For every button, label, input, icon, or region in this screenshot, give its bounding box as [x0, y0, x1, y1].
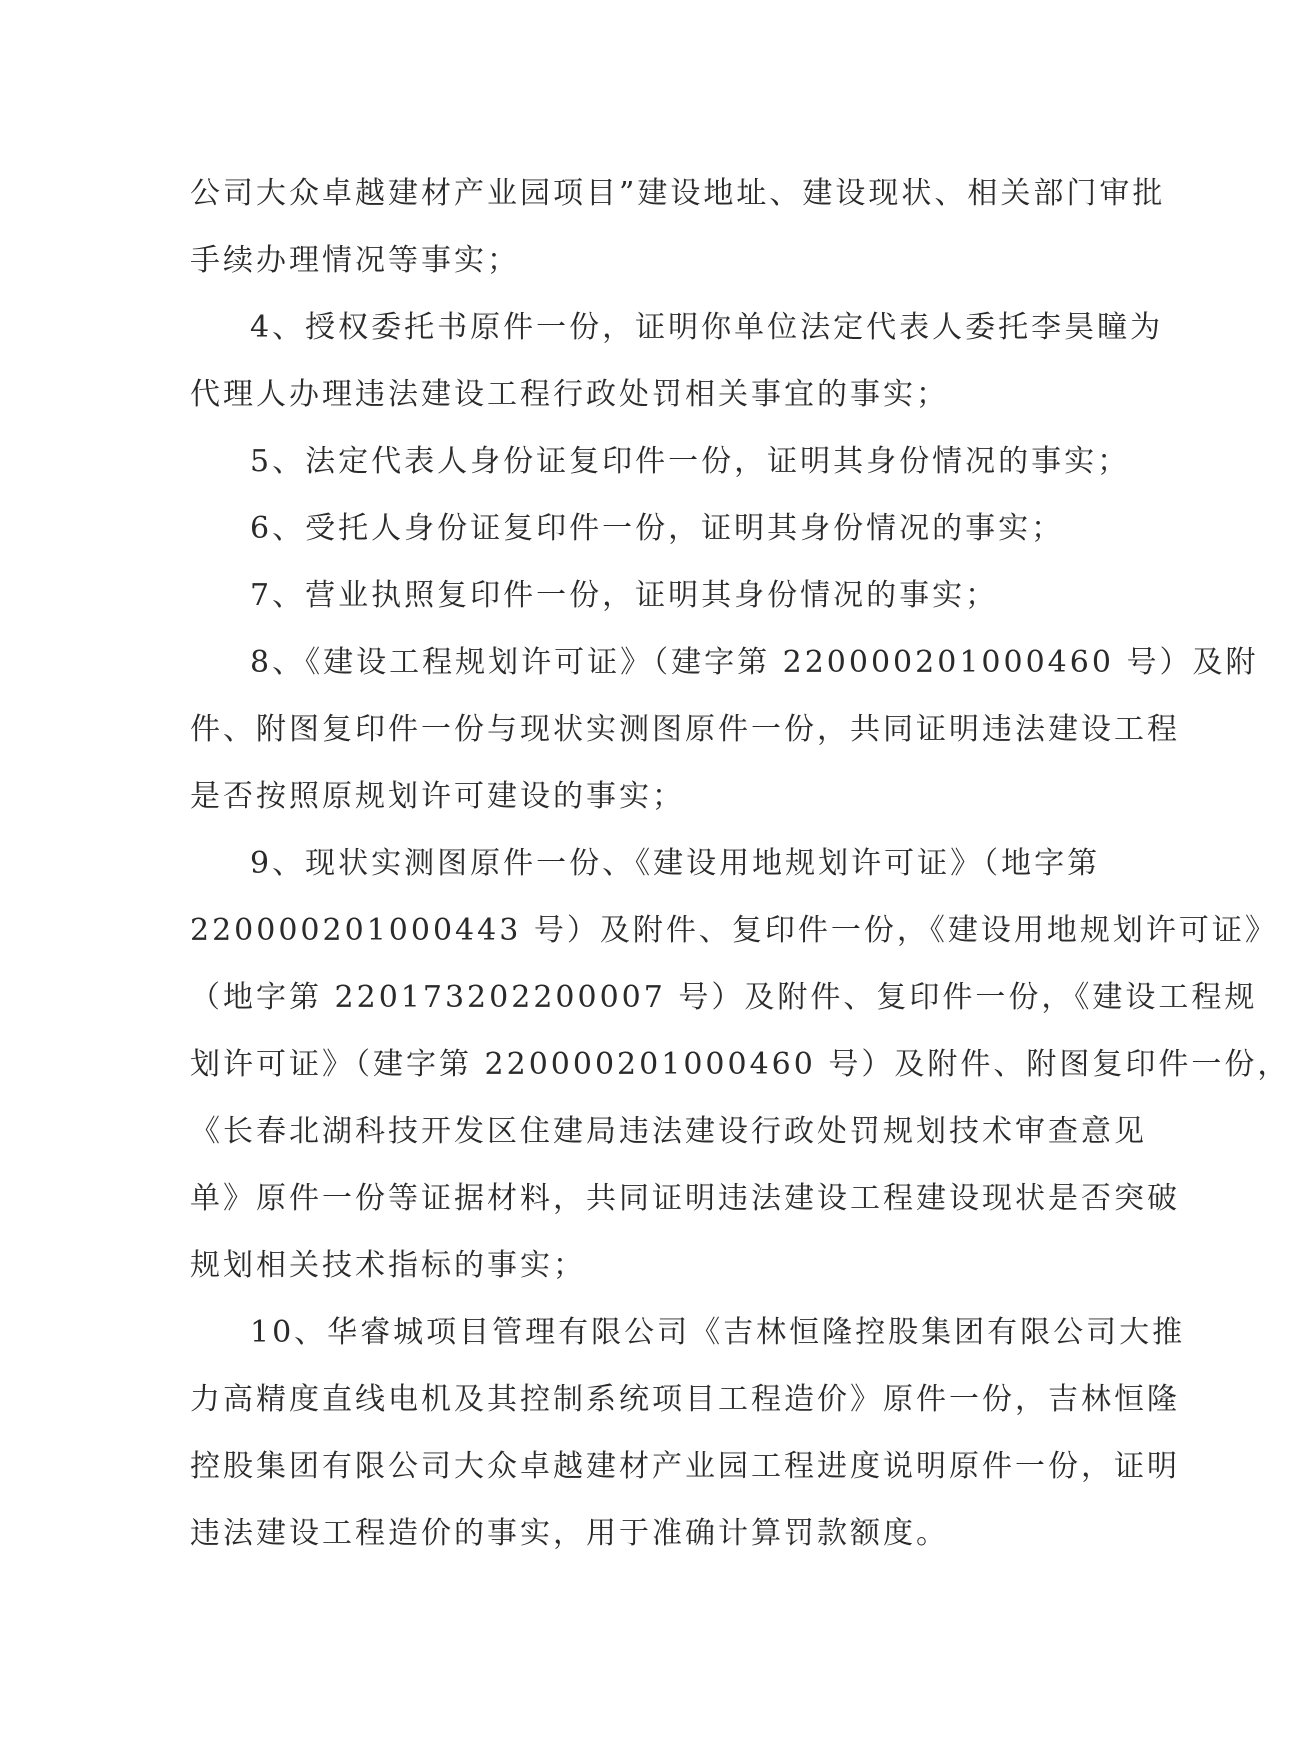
paragraph-item-7 [190, 562, 1060, 629]
text-line: 规划相关技术指标的事实； [190, 1248, 586, 1283]
text-line: 是否按照原规划许可建设的事实； [190, 779, 685, 814]
text-line: 4、授权委托书原件一份，证明你单位法定代表人委托李昊瞳为 [250, 310, 1164, 345]
paragraph-item-8 [190, 629, 1259, 830]
text-line: 划许可证》（建字第 220000201000460 号）及附件、附图复印件一份， [190, 1047, 1290, 1082]
paragraph-item-9 [190, 830, 1290, 1299]
paragraph-continuation [190, 160, 1166, 294]
text-line: 6、受托人身份证复印件一份，证明其身份情况的事实； [250, 511, 1065, 546]
text-line: 220000201000443 号）及附件、复印件一份，《建设用地规划许可证》 [190, 913, 1278, 948]
document-body [190, 160, 1290, 1567]
text-line: 5、法定代表人身份证复印件一份，证明其身份情况的事实； [250, 444, 1131, 479]
text-line: 代理人办理违法建设工程行政处罚相关事宜的事实； [190, 377, 949, 412]
text-line: 件、附图复印件一份与现状实测图原件一份，共同证明违法建设工程 [190, 712, 1180, 747]
paragraph-item-4 [190, 294, 1164, 428]
text-line: 力高精度直线电机及其控制系统项目工程造价》原件一份，吉林恒隆 [190, 1382, 1180, 1417]
paragraph-item-5 [190, 428, 1131, 495]
text-line: 8、《建设工程规划许可证》（建字第 220000201000460 号）及附 [250, 645, 1259, 680]
text-line: 10、华睿城项目管理有限公司《吉林恒隆控股集团有限公司大推 [250, 1315, 1186, 1350]
paragraph-item-6 [190, 495, 1065, 562]
text-line: 公司大众卓越建材产业园项目”建设地址、建设现状、相关部门审批 [190, 176, 1166, 211]
paragraph-item-10 [190, 1299, 1186, 1567]
text-line: 9、现状实测图原件一份、《建设用地规划许可证》（地字第 [250, 846, 1101, 881]
text-line: 手续办理情况等事实； [190, 243, 520, 278]
text-line: （地字第 220173202200007 号）及附件、复印件一份，《建设工程规 [190, 980, 1258, 1015]
text-line: 7、营业执照复印件一份，证明其身份情况的事实； [250, 578, 999, 613]
text-line: 控股集团有限公司大众卓越建材产业园工程进度说明原件一份，证明 [190, 1449, 1180, 1484]
text-line: 《长春北湖科技开发区住建局违法建设行政处罚规划技术审查意见 [190, 1114, 1147, 1149]
text-line: 违法建设工程造价的事实，用于准确计算罚款额度。 [190, 1516, 949, 1551]
text-line: 单》原件一份等证据材料，共同证明违法建设工程建设现状是否突破 [190, 1181, 1180, 1216]
